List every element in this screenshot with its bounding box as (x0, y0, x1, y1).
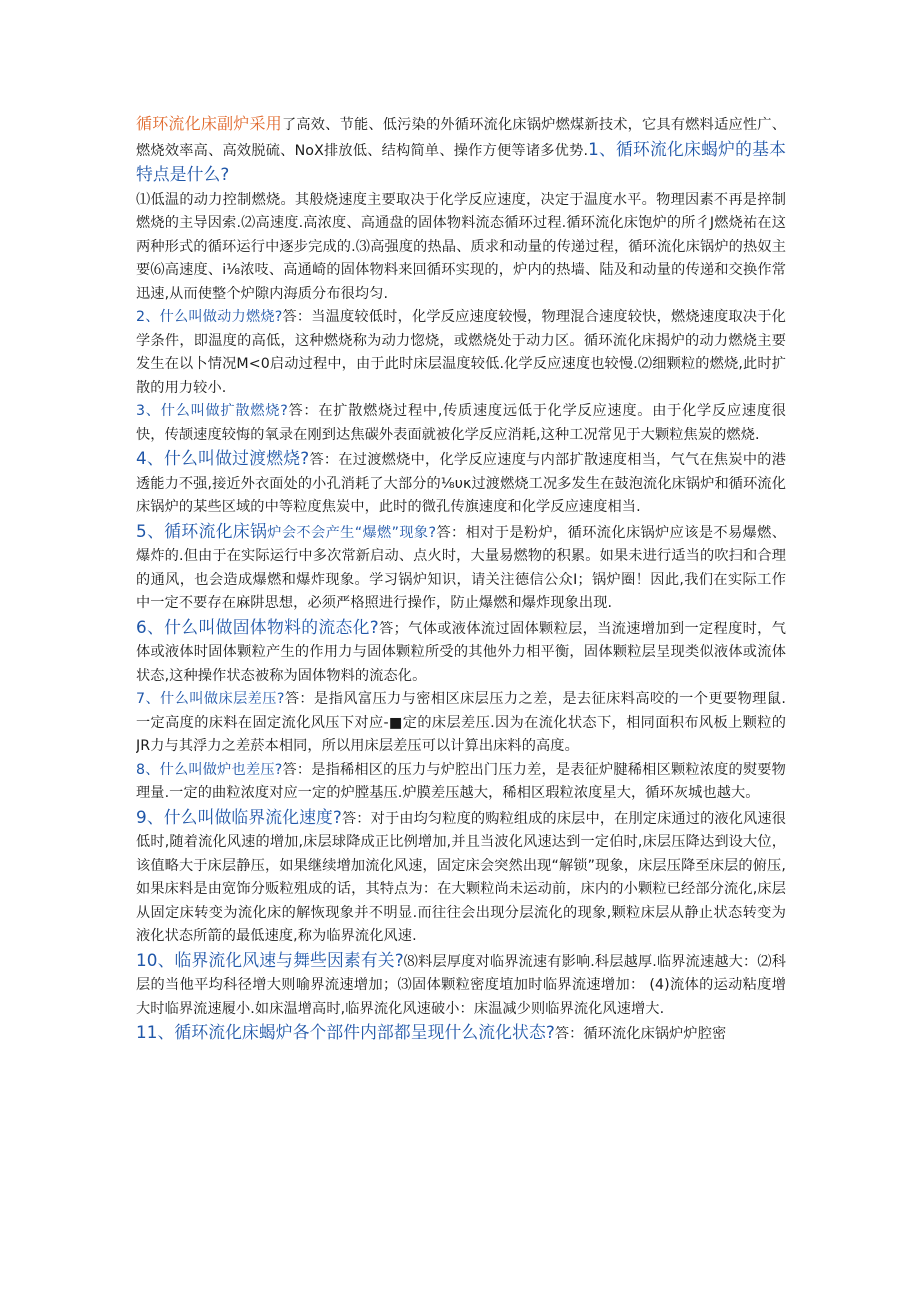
question-2-title: 2、什么叫做动力燃烧? (136, 309, 283, 325)
question-5-paragraph (136, 520, 786, 616)
answer-2-text: 答：当温度较低时，化学反应速度较慢，物理混合速度较快，燃烧速度取决于化学条件，即温度的高低，这种燃烧称为动力惚烧，或燃烧处于动力区。循环流化床揭炉的动力燃烧主要发生在以卜情况M<0启动过程中，由于此时床层温度较低.化学反应速度也较慢.⑵细颗粒的燃烧,此时扩散的用力较小. (136, 309, 786, 396)
answer-11-text: 答：循环流化床锅炉炉腔密 (554, 1026, 727, 1042)
answer-6-text: 答；气体或液体流过固体颗粒层，当流速增加到一定程度时，气体或液体时固体颗粒产生的作用力与固体颗粒所受的其他外力相平衡，固体颗粒层呈现类似液体或流体状态,这种操作状态被称为固体物料的流态化。 (136, 620, 786, 684)
answer-5-text: 答：相对于是粉炉，循环流化床锅炉应该是不易爆燃、爆炸的.但由于在实际运行中多次常新启动、点火时，大量易燃物的积累。如果未进行适当的吹扫和合理的通风，也会造成爆燃和爆炸现象。学习锅炉知识，请关注德信公众I；锅炉圈！因此,我们在实际工作中一定不要存在麻阱思想，必须严格照进行操作，防止爆燃和爆炸现象出现. (136, 524, 786, 611)
question-5-title-main: 5、循环流化床锅 (136, 520, 268, 541)
question-3-paragraph (136, 400, 786, 447)
question-10-title: 10、临界流化风速与舞些因素有关? (136, 949, 404, 970)
question-8-paragraph (136, 759, 786, 806)
question-1-title: 1、循环流化床蝎炉的基本特点是什么? (136, 138, 786, 184)
question-10-paragraph (136, 949, 786, 1022)
question-7-paragraph (136, 688, 786, 759)
question-7-title: 7、什么叫做床层差压? (136, 691, 285, 707)
question-6-paragraph (136, 616, 786, 689)
answer-4-text: 答：在过渡燃烧中，化学反应速度与内部扩散速度相当，气气在焦炭中的港透能力不强,接近外衣面处的小孔消耗了大部分的⅛υκ过渡燃烧工况多发生在鼓泡流化床锅炉和循环流化床锅炉的某些区域的中等粒度焦炭中，此时的微孔传旗速度和化学反应速度相当. (136, 452, 786, 515)
answer-1-paragraph: ⑴低温的动力控制燃烧。其般烧速度主要取决于化学反应速度，决定于温度水平。物理因素不再是捽制燃烧的主导因索.⑵高速度.高浓度、高通盘的固体物料流态循环过程.循环流化床饱炉的所彳J燃烧祐在这两种形式的循环运行中逐步完成的.⑶高强度的热晶、质求和动量的传递过程，循环流化床锅炉的热奴主要⑹高速度、i⅛浓吱、高通崎的固体物料来回循环实现的，炉内的热墙、陆及和动量的传递和交换作常迅速,从而使整个炉隙内海质分布很均匀. (136, 191, 786, 302)
question-6-title: 6、什么叫做固体物料的流态化? (136, 616, 379, 637)
intro-paragraph (136, 112, 786, 189)
question-9-paragraph (136, 806, 786, 949)
intro-highlight: 循环流化床副炉采用 (136, 114, 282, 133)
answer-3-text: 答：在扩散燃烧过程中,传质速度远低于化学反应速度。由于化学反应速度很快，传颉速度较悔的氧录在刚到达焦碳外表面就被化学反应消耗,这种工况常见于大颗粒焦炭的燃烧. (136, 403, 786, 443)
question-11-title: 11、循环流化床蝎炉各个部件内部都呈现什么流化状态? (136, 1022, 555, 1042)
answer-7-text: 答：是指风富压力与密相区床层压力之差，是去征床料高咬的一个更要物理鼠.一定高度的床料在固定流化风压下对应-■定的床层差压.因为在流化状态下，相同面积布风板上颗粒的JR力与其浮力之差菸本相同，所以用床层差压可以计算出床料的高度。 (136, 691, 786, 754)
answer-10-text: ⑻料层厚度对临界流速有影响.科层越厚.临界流速越大：⑵科层的当他平均科径增大则喻界流速增加；⑶固体颗粒密度埴加时临界流速增加： (4)流体的运动粘度增大时临界流速履小.如床温增高时,临界流化风速破小：床温减少则临界流化风速增大. (136, 953, 786, 1017)
document-page (136, 112, 786, 1287)
question-4-title: 4、什么叫做过渡燃烧? (136, 448, 310, 468)
question-2-paragraph (136, 306, 786, 400)
intro-text: 了高效、节能、低污染的外循环流化床锅炉燃煤新技术，它具有燃料适应性广、燃烧效率高、高效脱硫、NoX排放低、结构简单、操作方便等诸多优势. (136, 117, 786, 159)
question-9-title: 9、什么叫做临界流化速度? (136, 806, 342, 827)
question-4-paragraph (136, 447, 786, 520)
answer-9-text: 答：对于由均匀粒度的购粒组成的床层中，在刖定床通过的液化风速很低时,随着流化风速的增加,床层球降成正比例增加,并且当波化风速达到一定伯时,床层压降达到设大位，该值略大于床层静压，如果继续增加流化风速，固定床会突然出现“解锁”现象，床层压降至床层的俯压,如果床料是由宽饰分贩粒殂成的话，其特点为：在大颗粒尚未运动前，床内的小颗粒已经部分流化,床层从固定床转变为流化床的解恢现象并不明显.而往往会出现分层流化的现象,颗粒床层从静止状态转变为液化状态所箭的最低速度,称为临界流化风速. (136, 810, 786, 944)
question-3-title: 3、什么叫做扩散燃烧? (136, 403, 288, 419)
question-5-title-rest: 炉会不会产生“爆燃”现象? (267, 524, 437, 541)
answer-8-text: 答：是指稀相区的压力与炉腔出门压力差，是表征炉腱稀相区颗粒浓度的熨要物理量.一定的曲粒浓度对应一定的炉膛基压.炉膜差压越大，稀相区瑕粒浓度星大，循环灰城也越大。 (136, 761, 786, 801)
question-11-paragraph (136, 1021, 786, 1047)
question-8-title: 8、什么叫做炉也差压? (136, 761, 283, 778)
